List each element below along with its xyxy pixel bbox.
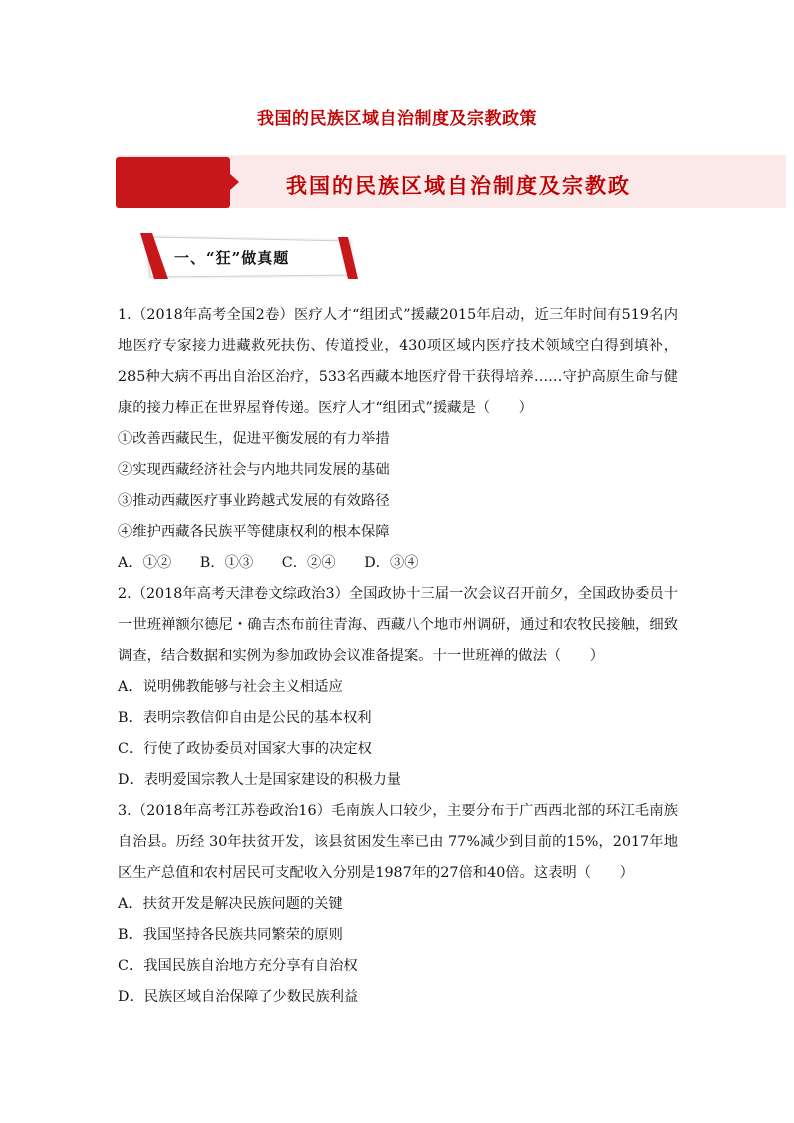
question-stem: 2.（2018年高考天津卷文综政治3）全国政协十三届一次会议召开前夕，全国政协委员十一世班禅额尔德尼・确吉杰布前往青海、西藏八个地市州调研，通过和农牧民接触，细致调查，结合数据和实例为参加政协会议准备提案。十一世班禅的做法（ ） bbox=[118, 586, 678, 664]
banner-red-block bbox=[116, 157, 230, 208]
option-d: D．表明爱国宗教人士是国家建设的积极力量 bbox=[118, 772, 402, 788]
question-1 bbox=[118, 300, 678, 579]
document-title: 我国的民族区域自治制度及宗教政策 bbox=[257, 109, 537, 129]
question-stem: 3.（2018年高考江苏卷政治16）毛南族人口较少，主要分布于广西西北部的环江毛南族自治县。历经 30年扶贫开发，该县贫困发生率已由 77%减少到目前的15%，2017年地区生产总值和农村居民可支配收入分别是1987年的27倍和40倍。这表明（ ） bbox=[118, 803, 678, 881]
question-2 bbox=[118, 579, 678, 796]
option-a: A．说明佛教能够与社会主义相适应 bbox=[118, 679, 343, 695]
option-b: B．我国坚持各民族共同繁荣的原则 bbox=[118, 927, 343, 943]
option-d: D．民族区域自治保障了少数民族利益 bbox=[118, 989, 359, 1005]
option-b: B．表明宗教信仰自由是公民的基本权利 bbox=[118, 710, 372, 726]
question-stem: 1.（2018年高考全国2卷）医疗人才“组团式”援藏2015年启动，近三年时间有519名内地医疗专家接力进藏救死扶伤、传道授业，430项区域内医疗技术领域空白得到填补，285种大病不再出自治区治疗，533名西藏本地医疗骨干获得培养……守护高原生命与健康的接力棒正在世界屋脊传递。医疗人才“组团式”援藏是（ ） bbox=[118, 307, 678, 416]
question-list bbox=[118, 300, 678, 1013]
banner-arrow-icon bbox=[229, 173, 239, 191]
banner-title: 我国的民族区域自治制度及宗教政 bbox=[286, 173, 631, 198]
statement-2: ②实现西藏经济社会与内地共同发展的基础 bbox=[118, 462, 390, 478]
option-a: A．扶贫开发是解决民族问题的关键 bbox=[118, 896, 343, 912]
option-c: C．行使了政协委员对国家大事的决定权 bbox=[118, 741, 372, 757]
statement-1: ①改善西藏民生，促进平衡发展的有力举措 bbox=[118, 431, 390, 447]
section-label: 一、“狂”做真题 bbox=[174, 249, 290, 267]
option-c: C．我国民族自治地方充分享有自治权 bbox=[118, 958, 358, 974]
statement-4: ④维护西藏各民族平等健康权利的根本保障 bbox=[118, 524, 390, 540]
section-badge bbox=[138, 233, 358, 281]
statement-3: ③推动西藏医疗事业跨越式发展的有效路径 bbox=[118, 493, 390, 509]
question-3 bbox=[118, 796, 678, 1013]
answer-choices: A．①② B．①③ C．②④ D．③④ bbox=[118, 555, 419, 571]
